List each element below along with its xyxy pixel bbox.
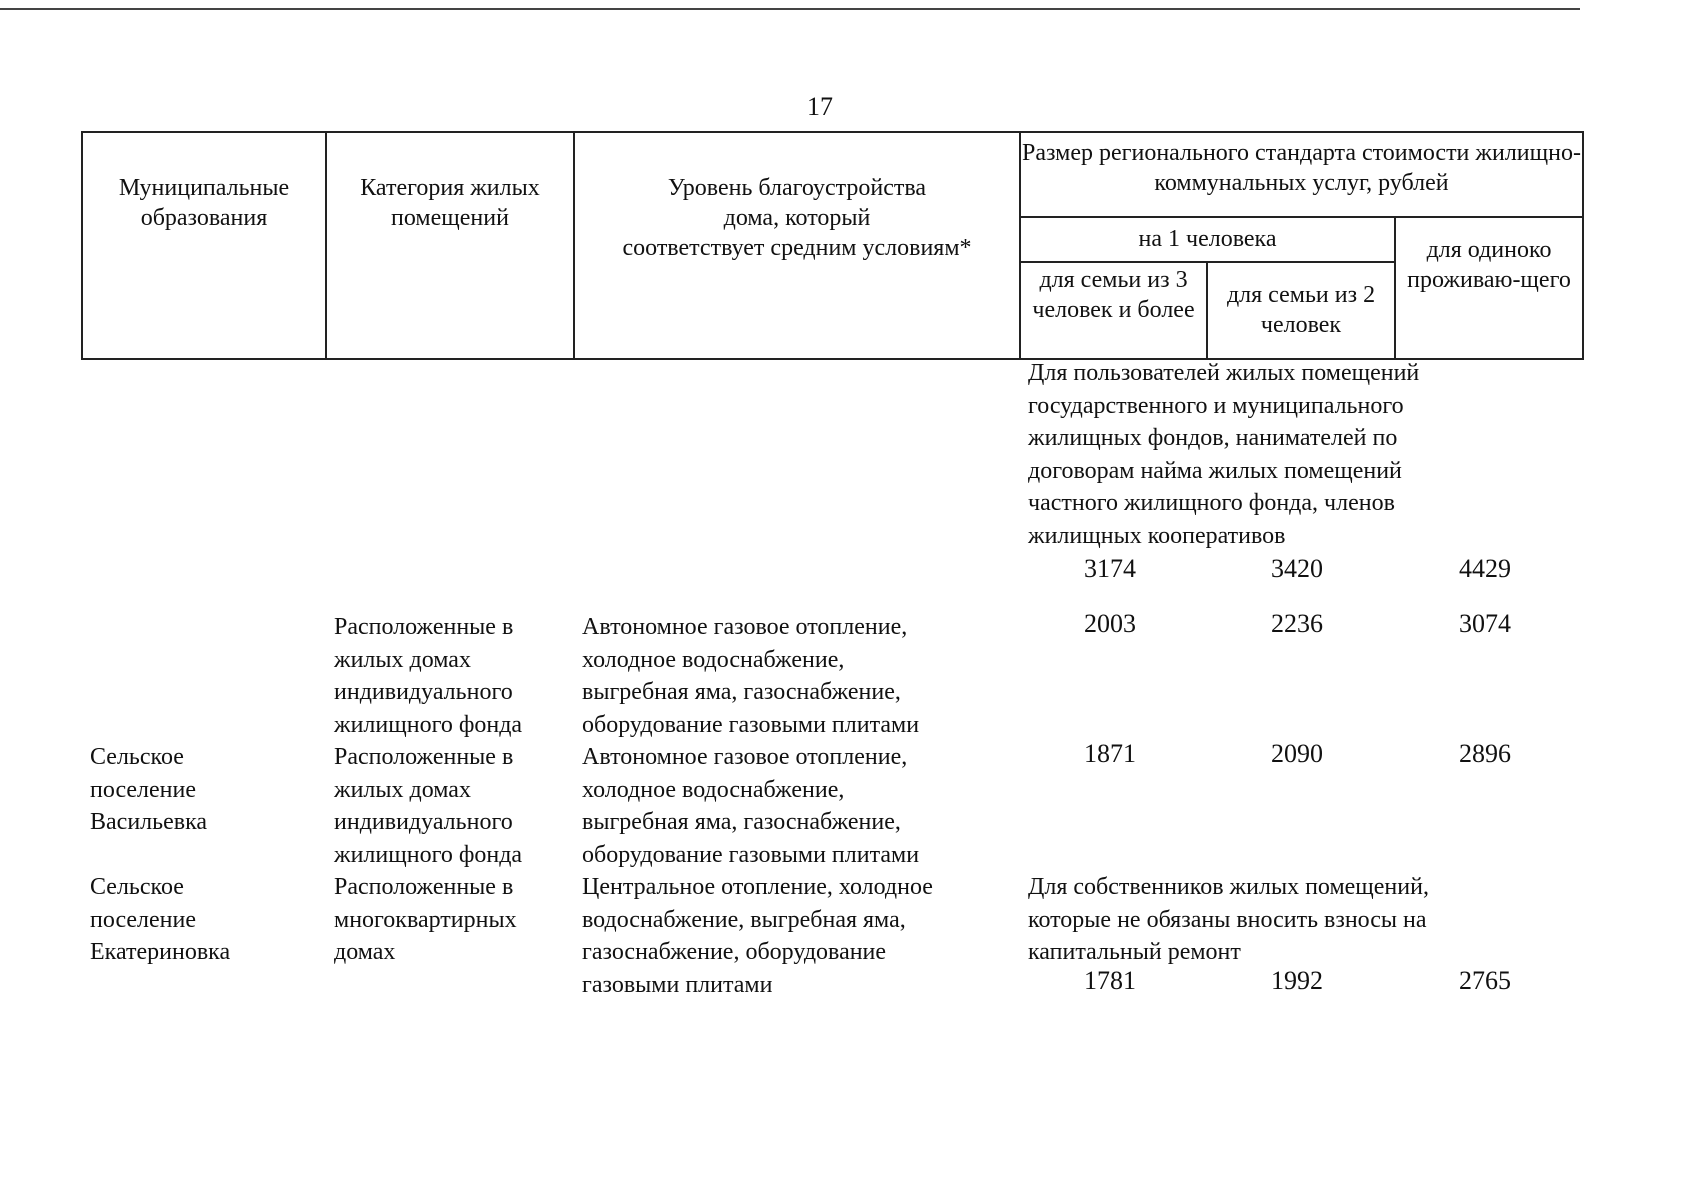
level-line: газоснабжение, оборудование	[582, 939, 887, 965]
level-line: Автономное газовое отопление,	[582, 614, 908, 640]
level-line: холодное водоснабжение,	[582, 776, 845, 803]
category-line: жилых домах	[334, 646, 471, 673]
row-2-value-single: 2765	[1459, 966, 1511, 995]
group-title-line: Для собственников жилых помещений,	[1028, 874, 1429, 900]
top-border-line	[0, 8, 1580, 10]
level-line: водоснабжение, выгребная яма,	[582, 906, 906, 933]
municipality-line: Васильевка	[90, 809, 208, 835]
category-line: индивидуального	[334, 679, 513, 705]
row-2-municipality	[90, 871, 230, 969]
group-title-line: Для пользователей жилых помещений	[1028, 360, 1420, 386]
col-header-per-person: на 1 человека	[1020, 217, 1395, 262]
row-1-municipality	[90, 741, 207, 839]
group1-value-single: 4429	[1459, 554, 1511, 583]
table-header	[81, 131, 1584, 360]
group-title-tenants	[1028, 357, 1419, 552]
row-2-category	[334, 871, 517, 969]
level-line: оборудование газовыми плитами	[582, 841, 920, 868]
col-header-level-line-2: соответствует средним условиям*	[622, 235, 972, 261]
level-line: оборудование газовыми плитами	[582, 711, 920, 738]
group-title-line: которые не обязаны вносить взносы на	[1028, 906, 1427, 933]
row-0-level	[582, 611, 919, 741]
row-1-value-single: 2896	[1459, 739, 1511, 768]
municipality-line: Екатериновка	[90, 939, 231, 965]
col-header-category: Категория жилых помещений	[326, 132, 574, 359]
row-2-value-family-2: 1992	[1271, 966, 1323, 995]
category-line: Расположенные в	[334, 874, 514, 900]
category-line: жилищного фонда	[334, 841, 523, 868]
municipality-line: поселение	[90, 906, 197, 933]
municipality-line: Сельское	[90, 874, 184, 900]
category-line: жилищного фонда	[334, 711, 523, 738]
category-line: Расположенные в	[334, 614, 514, 640]
row-2-value-family-3-plus: 1781	[1084, 966, 1136, 995]
col-header-single-resident: для одиноко проживаю-щего	[1395, 217, 1583, 359]
group-title-owners	[1028, 871, 1429, 969]
row-1-value-family-3-plus: 1871	[1084, 739, 1136, 768]
col-header-standard-size: Размер регионального стандарта стоимости жилищно-коммунальных услуг, рублей	[1020, 132, 1583, 217]
row-0-category	[334, 611, 522, 741]
category-line: Расположенные в	[334, 744, 514, 770]
row-0-value-family-3-plus: 2003	[1084, 609, 1136, 638]
municipality-line: поселение	[90, 776, 197, 803]
col-header-level	[574, 132, 1020, 359]
col-header-family-2: для семьи из 2 человек	[1207, 262, 1395, 359]
group-title-line: частного жилищного фонда, членов	[1028, 490, 1395, 516]
group-title-line: жилищных кооперативов	[1028, 522, 1286, 549]
row-0-value-single: 3074	[1459, 609, 1511, 638]
category-line: домах	[334, 939, 396, 965]
col-header-municipalities: Муниципальные образования	[82, 132, 326, 359]
group-title-line: капитальный ремонт	[1028, 939, 1241, 965]
group-title-line: договорам найма жилых помещений	[1028, 457, 1402, 484]
category-line: жилых домах	[334, 776, 471, 803]
level-line: выгребная яма, газоснабжение,	[582, 809, 901, 835]
col-header-level-line-1: Уровень благоустройства дома, который	[667, 175, 927, 231]
row-1-value-family-2: 2090	[1271, 739, 1323, 768]
group-title-line: государственного и муниципального	[1028, 392, 1404, 419]
category-line: многоквартирных	[334, 906, 517, 933]
group1-value-family-3-plus: 3174	[1084, 554, 1136, 583]
group1-value-family-2: 3420	[1271, 554, 1323, 583]
row-1-level	[582, 741, 919, 871]
page-number: 17	[807, 92, 833, 121]
category-line: индивидуального	[334, 809, 513, 835]
row-1-category	[334, 741, 522, 871]
level-line: Автономное газовое отопление,	[582, 744, 908, 770]
level-line: холодное водоснабжение,	[582, 646, 845, 673]
level-line: газовыми плитами	[582, 971, 773, 998]
group-title-line: жилищных фондов, нанимателей по	[1028, 425, 1398, 451]
row-0-value-family-2: 2236	[1271, 609, 1323, 638]
row-2-level	[582, 871, 933, 1001]
col-header-family-3-plus: для семьи из 3 человек и более	[1020, 262, 1207, 359]
municipality-line: Сельское	[90, 744, 184, 770]
level-line: Центральное отопление, холодное	[582, 874, 933, 900]
level-line: выгребная яма, газоснабжение,	[582, 679, 901, 705]
